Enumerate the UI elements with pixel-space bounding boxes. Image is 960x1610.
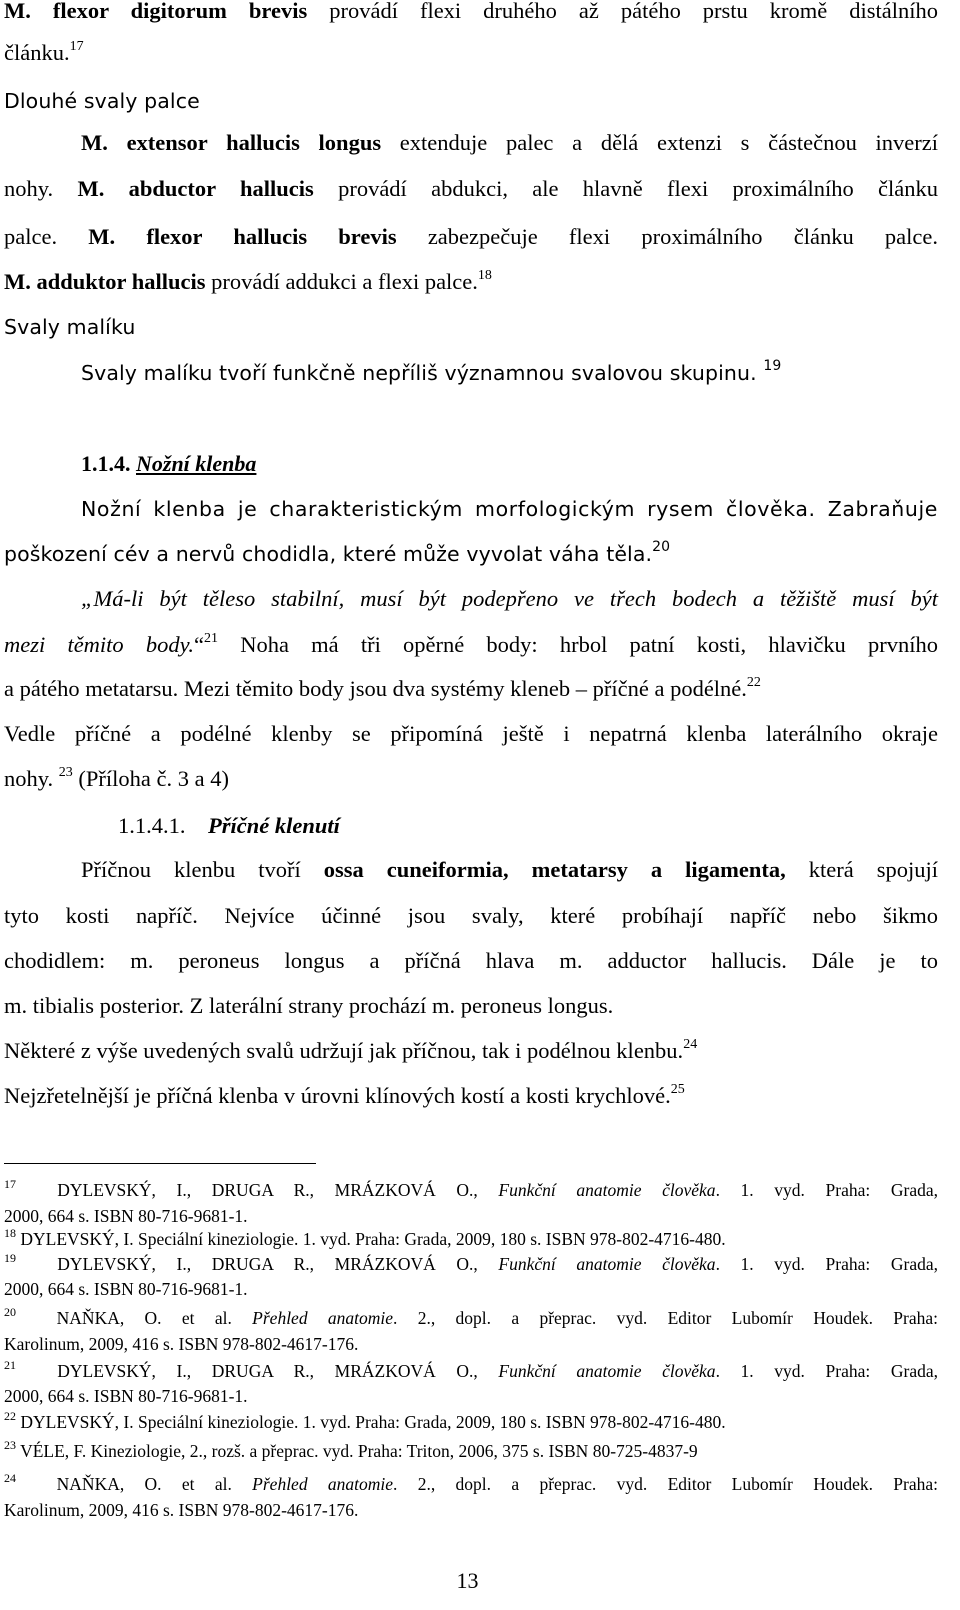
section-title: Nožní klenba [136,451,257,476]
paragraph-thumb-line3 [4,222,938,252]
footnote-title: Přehled anatomie [252,1308,394,1328]
footnote-ref: 21 [204,631,218,646]
footnote-ref: 23 [58,765,73,780]
paragraph-digitorum-line1 [4,0,938,26]
body-text: Noha má tři opěrné body: hrbol patní kosti, hlavičku prvního [240,632,938,657]
footnote-number: 17 [4,1177,16,1191]
paragraph-thumb-line2 [4,174,938,204]
footnote-number: 23 [4,1438,16,1452]
paragraph-arch-line2 [4,539,938,569]
body-text: Příčnou klenbu tvoří [81,857,301,882]
paragraph-cuneiform [4,1081,938,1111]
footnote-ref: 19 [763,358,782,374]
footnote-author: DYLEVSKÝ, I., DRUGA R., MRÁZKOVÁ O., [57,1254,478,1274]
paragraph-transverse-line3: chodidlem: m. peroneus longus a příčná hlava m. adductor hallucis. Dále je to [4,948,938,973]
footnote-details: . 2., dopl. a přeprac. vyd. Editor Lubomír Houdek. Praha: [393,1474,939,1494]
paragraph-transverse-line2: tyto kosti napříč. Nejvíce účinné jsou svaly, které probíhají napříč nebo šikmo [4,903,938,928]
paragraph-both-arches [4,1036,938,1066]
heading-pinky-muscles: Svaly malíku [4,315,136,339]
body-text: palce. [4,224,58,249]
footnote-ref: 18 [477,268,492,283]
footnote-separator [4,1163,316,1164]
section-number: 1.1.4. [81,451,131,476]
footnote-number: 24 [4,1471,16,1485]
muscle-name: M. abductor hallucis [77,176,314,201]
paragraph-arch-line3 [4,674,761,704]
muscle-name: M. extensor hallucis longus [81,130,382,155]
footnote-ref: 20 [652,539,671,555]
footnote-number: 20 [4,1305,16,1319]
footnote-number: 21 [4,1358,16,1372]
footnote-text: VÉLE, F. Kineziologie, 2., rozš. a přeprac. vyd. Praha: Triton, 2006, 375 s. ISBN 80-725-4837-9 [20,1441,698,1461]
quote-text: mezi těmito body. [4,632,194,657]
footnote-title: Funkční anatomie člověka [498,1361,716,1381]
body-text: provádí addukci a flexi palce. [211,269,478,294]
body-text: nohy. [4,176,54,201]
muscle-name: M. flexor digitorum brevis [4,0,308,23]
footnote-text: DYLEVSKÝ, I. Speciální kineziologie. 1. vyd. Praha: Grada, 2009, 180 s. ISBN 978-802-4716-480. [20,1229,726,1249]
paragraph-digitorum-line2 [4,38,938,68]
heading-thumb-muscles: Dlouhé svaly palce [4,89,200,113]
appendix-ref: (Příloha č. 3 a 4) [78,766,230,791]
paragraph-arch-line1: Nožní klenba je charakteristickým morfologickým rysem člověka. Zabraňuje [81,497,938,521]
footnote-ref: 24 [683,1037,698,1052]
footnote-21-cont: 2000, 664 s. ISBN 80-716-9681-1. [4,1386,248,1406]
footnote-number: 18 [4,1226,16,1240]
paragraph-thumb-line4 [4,267,938,297]
footnote-details: . 1. vyd. Praha: Grada, [715,1254,939,1274]
footnote-details: . 2., dopl. a přeprac. vyd. Editor Lubomír Houdek. Praha: [393,1308,939,1328]
quote-line2 [4,630,938,660]
footnote-number: 19 [4,1251,16,1265]
body-text: a pátého metatarsu. Mezi těmito body jsou dva systémy kleneb – příčné a podélné. [4,676,747,701]
footnote-24-cont: Karolinum, 2009, 416 s. ISBN 978-802-4617-176. [4,1500,359,1520]
footnote-19-cont: 2000, 664 s. ISBN 80-716-9681-1. [4,1279,248,1299]
body-text: která spojují [808,857,939,882]
paragraph-transverse-line4: m. tibialis posterior. Z laterální strany prochází m. peroneus longus. [4,993,614,1018]
footnote-19 [4,1253,938,1275]
body-text: Nejzřetelnější je příčná klenba v úrovni klínových kostí a kosti krychlové. [4,1083,671,1108]
bold-terms: ossa cuneiformia, metatarsy a ligamenta, [323,857,786,882]
footnote-23 [4,1440,938,1462]
footnote-24 [4,1473,938,1495]
footnote-author: DYLEVSKÝ, I., DRUGA R., MRÁZKOVÁ O., [57,1180,478,1200]
body-text: Svaly malíku tvoří funkčně nepříliš významnou svalovou skupinu. [81,361,757,385]
footnote-title: Funkční anatomie člověka [498,1180,716,1200]
footnote-number: 22 [4,1409,16,1423]
footnote-20 [4,1307,938,1329]
footnote-ref: 17 [69,39,84,54]
paragraph-pinky [81,358,938,388]
paragraph-arch-line4: Vedle příčné a podélné klenby se připomíná ještě i nepatrná klenba laterálního okraje [4,721,938,746]
subsection-heading [118,811,938,841]
body-text: provádí flexi druhého až pátého prstu kromě distálního [329,0,939,23]
footnote-details: . 1. vyd. Praha: Grada, [715,1361,939,1381]
paragraph-thumb-line1 [81,128,938,158]
footnote-18 [4,1228,938,1250]
paragraph-arch-line5 [4,764,938,794]
footnote-21 [4,1360,938,1382]
body-text: extenduje palec a dělá extenzi s částečnou inverzí [399,130,938,155]
body-text: zabezpečuje flexi proximálního článku palce. [427,224,938,249]
quote-close: “ [194,632,204,657]
body-text: článku. [4,40,70,65]
footnote-20-cont: Karolinum, 2009, 416 s. ISBN 978-802-4617-176. [4,1334,359,1354]
footnote-17-cont: 2000, 664 s. ISBN 80-716-9681-1. [4,1206,248,1226]
subsection-number: 1.1.4.1. [118,813,186,838]
paragraph-transverse-line1 [81,855,938,885]
footnote-ref: 22 [746,675,761,690]
quote-line1: „Má-li být těleso stabilní, musí být podepřeno ve třech bodech a těžiště musí být [81,586,938,611]
footnote-text: DYLEVSKÝ, I. Speciální kineziologie. 1. vyd. Praha: Grada, 2009, 180 s. ISBN 978-802-4716-480. [20,1412,726,1432]
body-text: poškození cév a nervů chodidla, které může vyvolat váha těla. [4,542,653,566]
body-text: Některé z výše uvedených svalů udržují jak příčnou, tak i podélnou klenbu. [4,1038,684,1063]
footnote-title: Funkční anatomie člověka [498,1254,716,1274]
footnote-author: DYLEVSKÝ, I., DRUGA R., MRÁZKOVÁ O., [57,1361,478,1381]
footnote-22 [4,1411,938,1433]
muscle-name: M. adduktor hallucis [4,269,206,294]
footnote-details: . 1. vyd. Praha: Grada, [715,1180,939,1200]
section-heading [81,449,938,479]
footnote-title: Přehled anatomie [252,1474,394,1494]
page-number: 13 [456,1568,479,1593]
footnote-author: NAŇKA, O. et al. [56,1474,232,1494]
body-text: provádí abdukci, ale hlavně flexi proximálního článku [338,176,939,201]
footnote-author: NAŇKA, O. et al. [56,1308,232,1328]
subsection-title: Příčné klenutí [208,813,340,838]
footnote-ref: 25 [670,1082,685,1097]
body-text: nohy. [4,766,54,791]
muscle-name: M. flexor hallucis brevis [88,224,397,249]
footnote-17 [4,1179,938,1201]
